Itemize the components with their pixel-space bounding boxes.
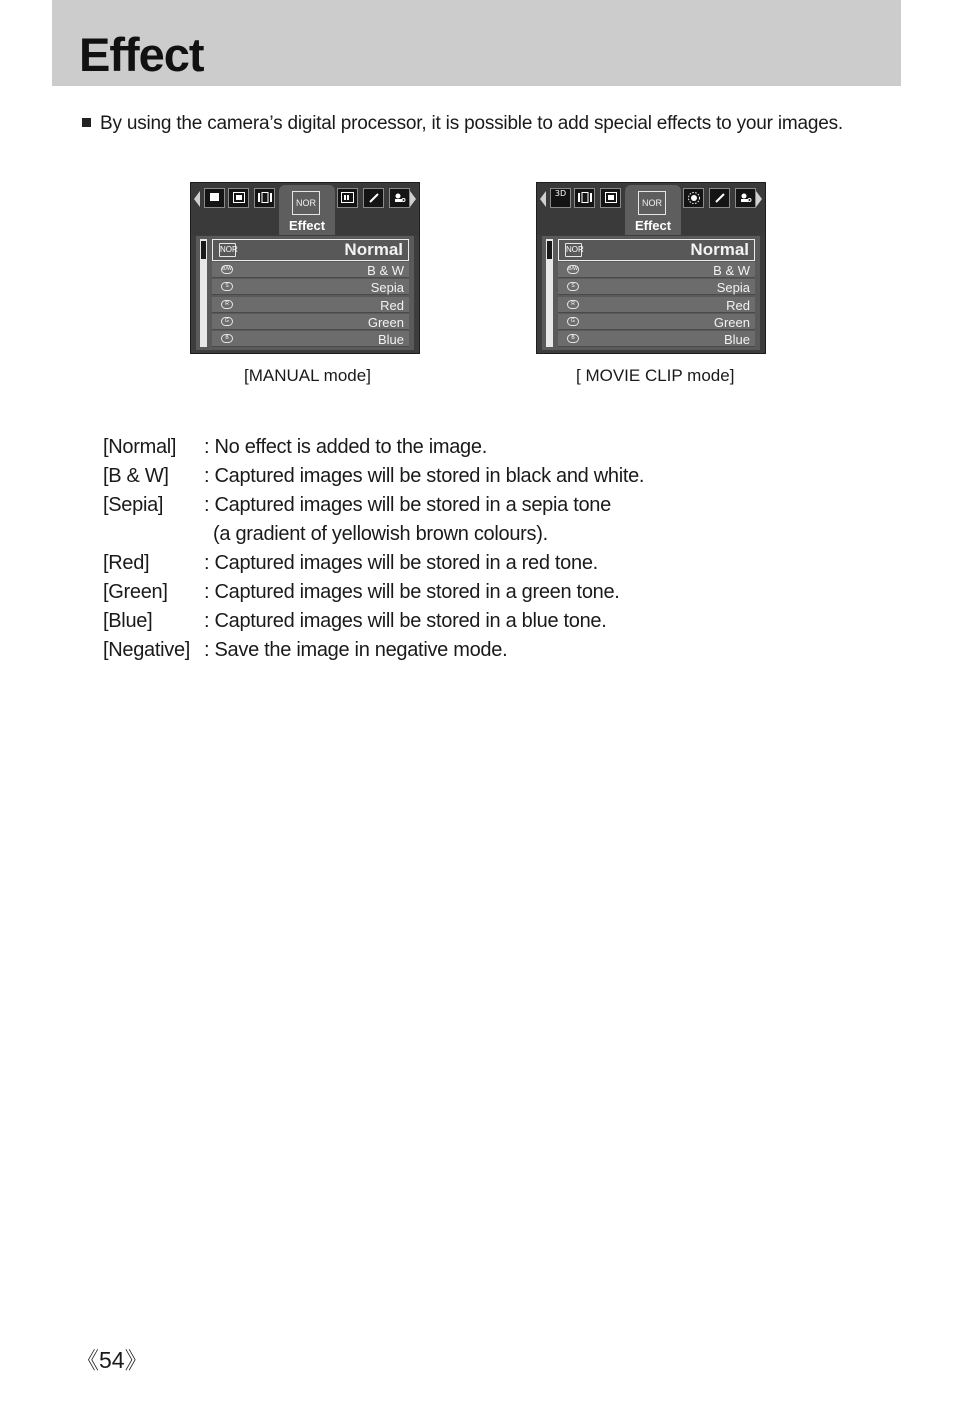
definition-term: [Green] bbox=[103, 581, 168, 603]
list-item-label: Blue bbox=[723, 332, 750, 347]
list-item-label: Sepia bbox=[370, 280, 404, 295]
list-item-label: Red bbox=[380, 298, 404, 313]
page-title: Effect bbox=[79, 28, 204, 81]
definition-description: : Captured images will be stored in a red tone. bbox=[204, 552, 598, 574]
intro-text: By using the camera’s digital processor, it is possible to add special effects to your images. bbox=[100, 113, 844, 134]
definition-description: : Captured images will be stored in black and white. bbox=[204, 465, 645, 487]
intro-paragraph bbox=[82, 113, 843, 135]
list-item-normal[interactable] bbox=[558, 239, 755, 261]
definition-term: [Blue] bbox=[103, 610, 153, 632]
definition-term: [Red] bbox=[103, 552, 150, 574]
definition-description: : Captured images will be stored in a green tone. bbox=[204, 581, 620, 603]
definition-term: [B & W] bbox=[103, 465, 169, 487]
manual-mode-screen bbox=[190, 182, 420, 354]
list-item-sepia[interactable] bbox=[212, 279, 409, 295]
menu-bar bbox=[537, 183, 765, 235]
3d-icon: 3D bbox=[550, 188, 571, 208]
spot-metering-icon bbox=[228, 188, 249, 208]
sepia-icon: S bbox=[567, 282, 579, 291]
title-bar bbox=[52, 0, 901, 86]
definition-description: : No effect is added to the image. bbox=[204, 436, 487, 458]
list-item-green[interactable] bbox=[558, 314, 755, 330]
page-number: 《54》 bbox=[76, 1347, 148, 1373]
single-frame-icon bbox=[204, 188, 225, 208]
square-bullet-icon bbox=[82, 118, 91, 127]
effect-list bbox=[542, 236, 760, 350]
list-item-blue[interactable] bbox=[558, 331, 755, 347]
tab-effect[interactable] bbox=[625, 185, 681, 235]
continuous-shot-icon bbox=[574, 188, 595, 208]
nor-effect-icon: NOR bbox=[638, 191, 666, 215]
bw-icon: B/W bbox=[222, 266, 232, 272]
list-item-label: Blue bbox=[377, 332, 404, 347]
single-frame-icon bbox=[600, 188, 621, 208]
green-icon: G bbox=[567, 317, 579, 326]
list-item-label: Red bbox=[726, 298, 750, 313]
list-item-label: Normal bbox=[690, 240, 749, 259]
list-item-label: Green bbox=[367, 315, 404, 330]
movie-clip-mode-caption: [ MOVIE CLIP mode] bbox=[576, 366, 735, 385]
list-item-bw[interactable] bbox=[558, 262, 755, 278]
tool-icon bbox=[363, 188, 384, 208]
list-item-label: Green bbox=[713, 315, 750, 330]
menu-bar bbox=[191, 183, 419, 235]
list-item-normal[interactable] bbox=[212, 239, 409, 261]
list-item-green[interactable] bbox=[212, 314, 409, 330]
manual-mode-caption: [MANUAL mode] bbox=[244, 366, 371, 385]
red-icon: R bbox=[567, 300, 579, 309]
definition-description: : Captured images will be stored in a sepia tone bbox=[204, 494, 611, 516]
nor-effect-icon: NOR bbox=[292, 191, 320, 215]
continuous-shot-icon bbox=[254, 188, 275, 208]
list-item-sepia[interactable] bbox=[558, 279, 755, 295]
list-item-bw[interactable] bbox=[212, 262, 409, 278]
scrollbar-thumb[interactable] bbox=[201, 241, 206, 259]
movie-clip-mode-screen bbox=[536, 182, 766, 354]
list-item-label: Normal bbox=[344, 240, 403, 259]
bw-icon: B/W bbox=[568, 266, 578, 272]
scrollbar-thumb[interactable] bbox=[547, 241, 552, 259]
self-portrait-icon bbox=[389, 188, 410, 208]
sharpness-icon bbox=[337, 188, 358, 208]
nor-icon: NOR bbox=[219, 243, 236, 257]
green-icon: G bbox=[221, 317, 233, 326]
tab-effect-label: Effect bbox=[634, 218, 672, 233]
right-arrow-icon bbox=[756, 191, 762, 207]
sepia-icon: S bbox=[221, 282, 233, 291]
list-item-label: B & W bbox=[713, 263, 750, 278]
definition-description: (a gradient of yellowish brown colours). bbox=[213, 523, 548, 545]
flash-effect-icon bbox=[683, 188, 704, 208]
definition-description: : Save the image in negative mode. bbox=[204, 639, 508, 661]
left-arrow-icon bbox=[540, 191, 546, 207]
blue-icon: B bbox=[567, 334, 579, 343]
nor-icon: NOR bbox=[565, 243, 582, 257]
tab-effect[interactable] bbox=[279, 185, 335, 235]
tab-effect-label: Effect bbox=[288, 218, 326, 233]
effect-list bbox=[196, 236, 414, 350]
right-arrow-icon bbox=[410, 191, 416, 207]
definition-term: [Sepia] bbox=[103, 494, 164, 516]
list-item-red[interactable] bbox=[212, 297, 409, 313]
list-item-label: Sepia bbox=[716, 280, 750, 295]
left-arrow-icon bbox=[194, 191, 200, 207]
red-icon: R bbox=[221, 300, 233, 309]
definition-description: : Captured images will be stored in a blue tone. bbox=[204, 610, 607, 632]
list-item-blue[interactable] bbox=[212, 331, 409, 347]
definition-term: [Negative] bbox=[103, 639, 191, 661]
definition-term: [Normal] bbox=[103, 436, 177, 458]
blue-icon: B bbox=[221, 334, 233, 343]
list-item-red[interactable] bbox=[558, 297, 755, 313]
tool-icon bbox=[709, 188, 730, 208]
self-portrait-icon bbox=[735, 188, 756, 208]
list-item-label: B & W bbox=[367, 263, 404, 278]
